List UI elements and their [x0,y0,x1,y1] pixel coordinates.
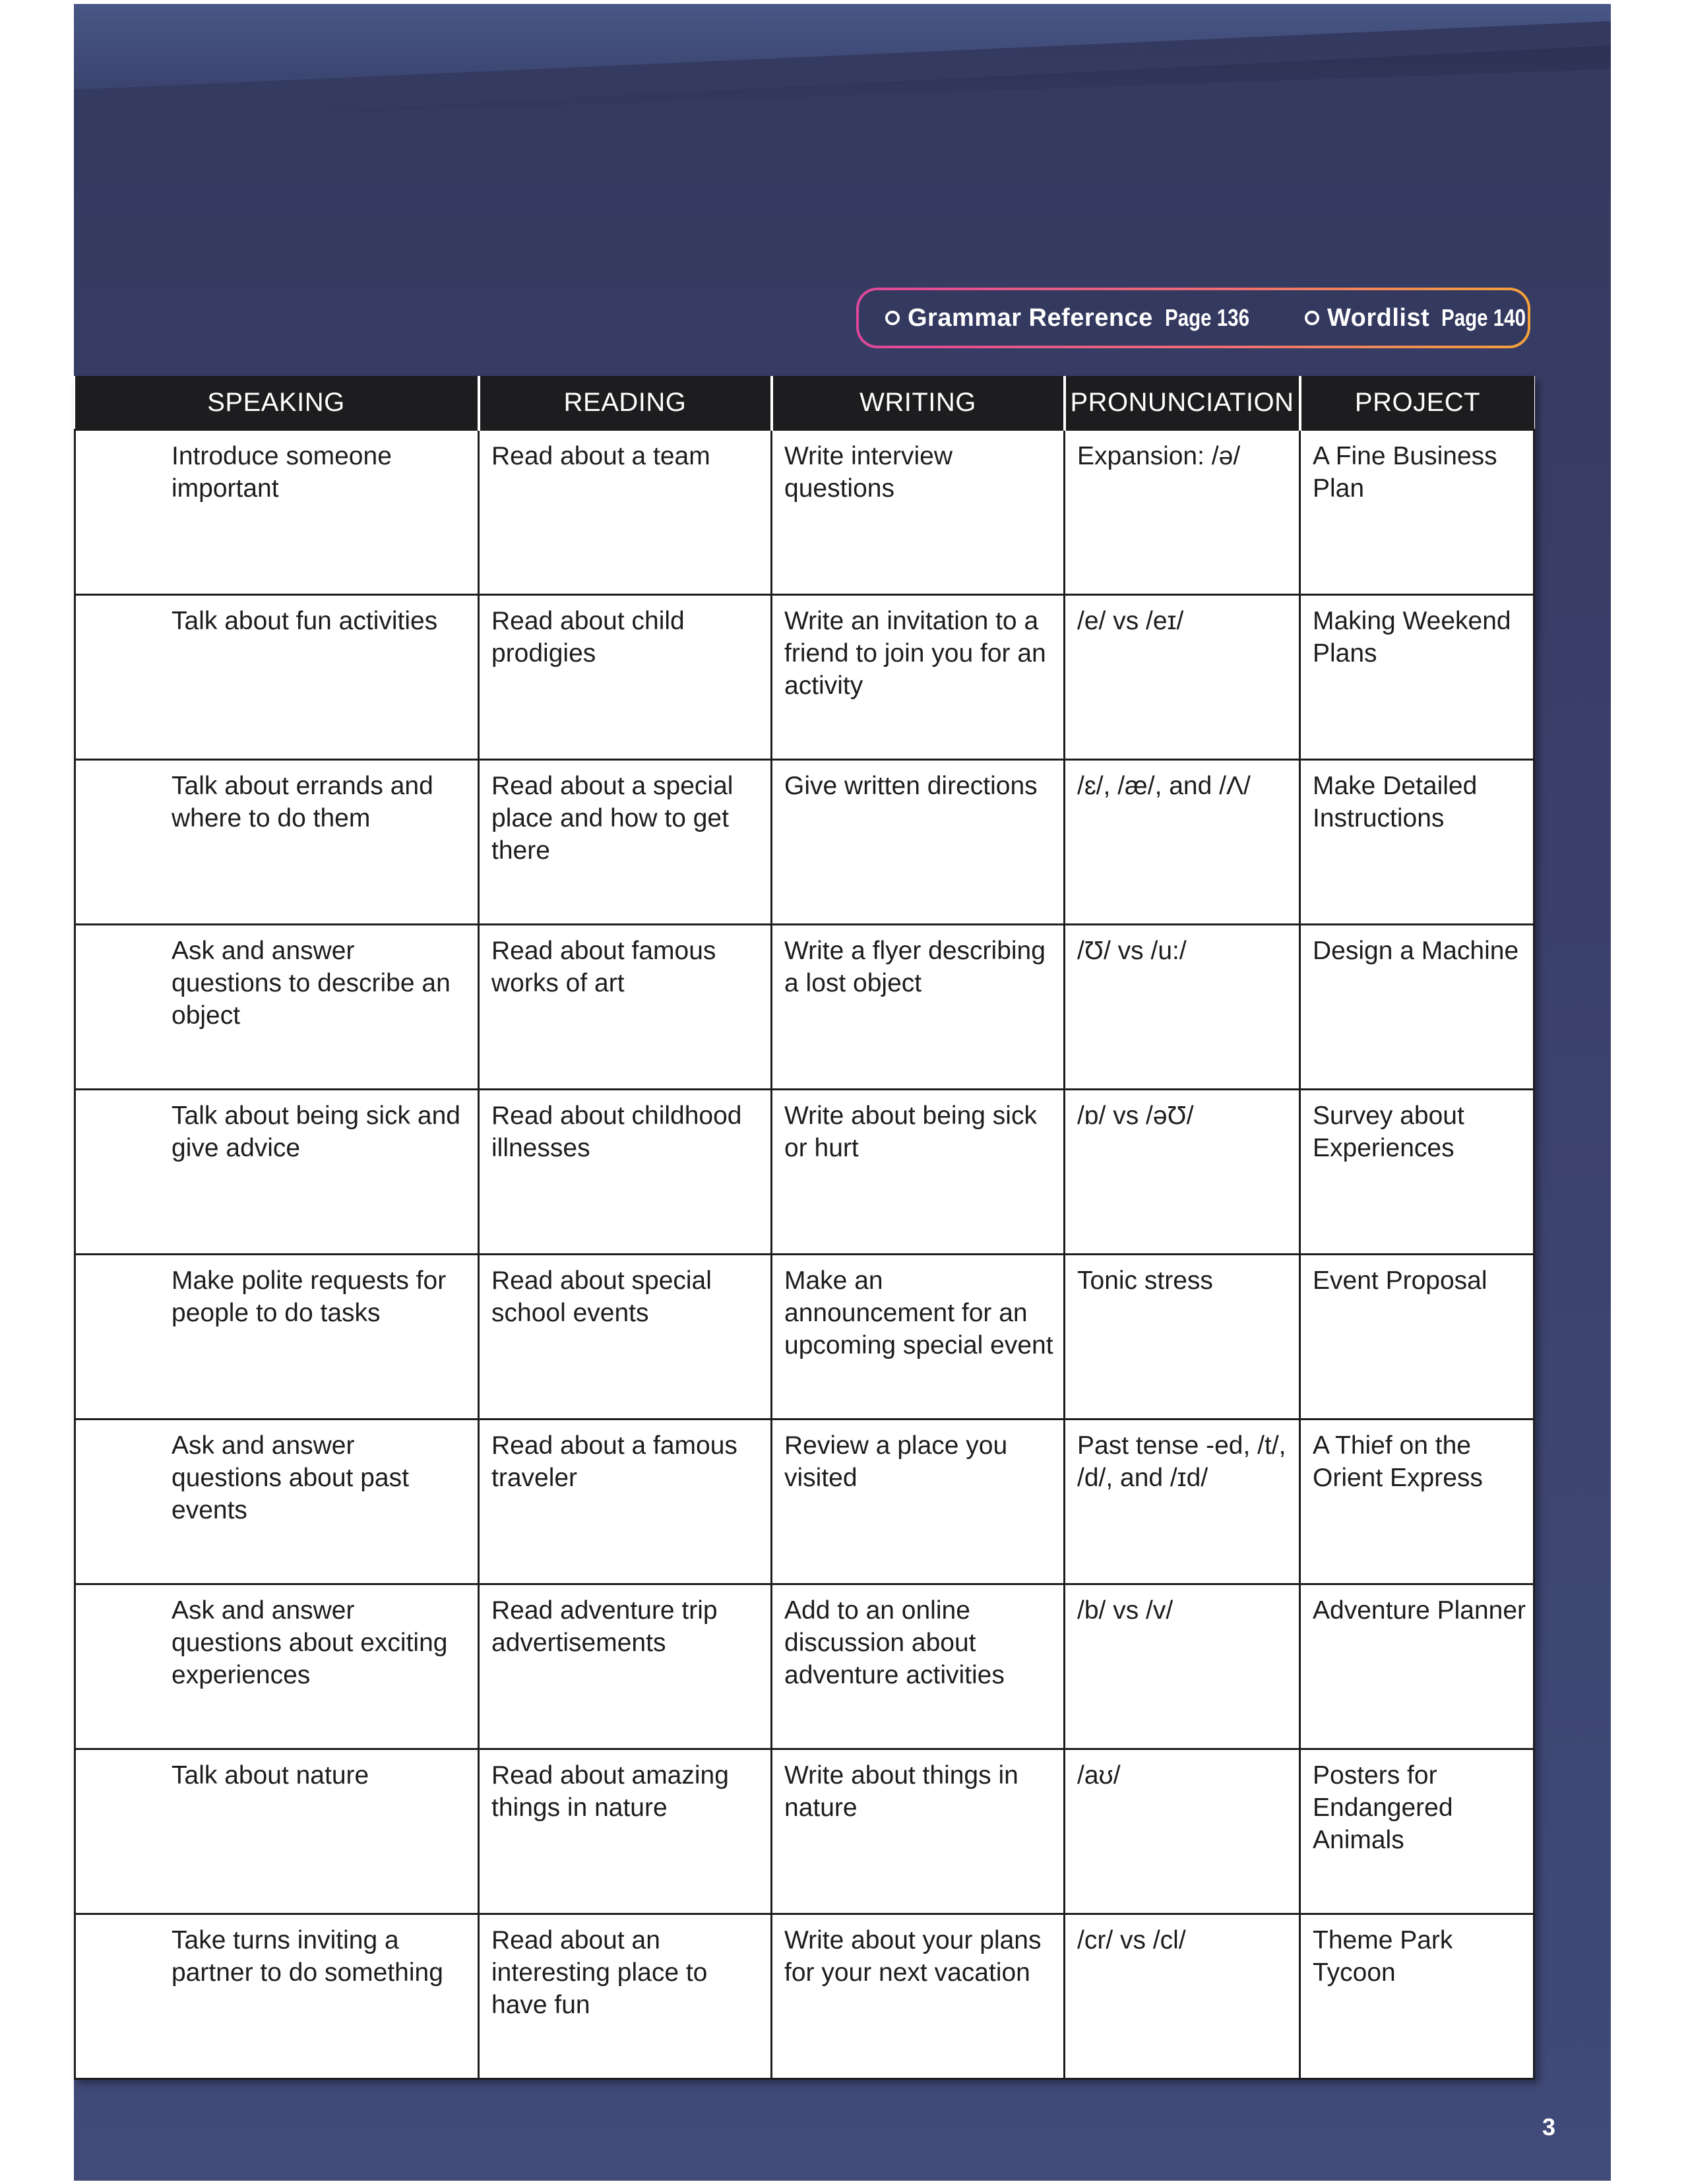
writing-cell: Write a flyer describing a lost object [772,925,1065,1090]
speaking-cell: Ask and answer questions about exciting experiences [75,1584,479,1749]
wordlist-link[interactable] [1305,304,1544,332]
table-row [75,760,1534,925]
pronunciation-cell: Expansion: /ə/ [1065,430,1300,595]
writing-cell: Give written directions [772,760,1065,925]
writing-cell: Make an announcement for an upcoming special event [772,1255,1065,1420]
pronunciation-cell: /Ʊ/ vs /u:/ [1065,925,1300,1090]
table-row [75,1749,1534,1914]
speaking-cell: Take turns inviting a partner to do something [75,1914,479,2079]
table-row [75,1584,1534,1749]
project-cell: Adventure Planner [1300,1584,1534,1749]
pronunciation-cell: /b/ vs /v/ [1065,1584,1300,1749]
table-row [75,1420,1534,1584]
writing-cell: Write about your plans for your next vacation [772,1914,1065,2079]
pronunciation-cell: /ɛ/, /æ/, and /Λ/ [1065,760,1300,925]
project-cell: Survey about Experiences [1300,1090,1534,1255]
project-cell: A Fine Business Plan [1300,430,1534,595]
project-cell: Event Proposal [1300,1255,1534,1420]
reference-page: Page 140 [1441,303,1526,331]
reference-title: Grammar Reference [908,303,1153,332]
grammar-reference-link[interactable] [885,304,1268,332]
writing-cell: Review a place you visited [772,1420,1065,1584]
speaking-cell: Talk about nature [75,1749,479,1914]
reading-cell: Read about special school events [479,1255,772,1420]
reading-cell: Read about an interesting place to have fun [479,1914,772,2079]
project-cell: Theme Park Tycoon [1300,1914,1534,2079]
reading-cell: Read adventure trip advertisements [479,1584,772,1749]
syllabus-table [74,376,1535,2080]
table-row [75,595,1534,760]
reading-cell: Read about childhood illnesses [479,1090,772,1255]
table-row [75,430,1534,595]
project-cell: Posters for Endangered Animals [1300,1749,1534,1914]
reading-cell: Read about a team [479,430,772,595]
reading-cell: Read about amazing things in nature [479,1749,772,1914]
reading-cell: Read about a special place and how to get there [479,760,772,925]
speaking-cell: Ask and answer questions about past events [75,1420,479,1584]
header-project: PROJECT [1300,376,1534,430]
speaking-cell: Talk about fun activities [75,595,479,760]
writing-cell: Write interview questions [772,430,1065,595]
table-header-row [75,376,1534,430]
speaking-cell: Talk about errands and where to do them [75,760,479,925]
header-speaking: SPEAKING [75,376,479,430]
header-writing: WRITING [772,376,1065,430]
project-cell: Making Weekend Plans [1300,595,1534,760]
reading-cell: Read about famous works of art [479,925,772,1090]
writing-cell: Add to an online discussion about adventure activities [772,1584,1065,1749]
table-row [75,925,1534,1090]
table-row [75,1255,1534,1420]
pronunciation-cell: /cr/ vs /cl/ [1065,1914,1300,2079]
writing-cell: Write an invitation to a friend to join you for an activity [772,595,1065,760]
writing-cell: Write about being sick or hurt [772,1090,1065,1255]
writing-cell: Write about things in nature [772,1749,1065,1914]
pronunciation-cell: Tonic stress [1065,1255,1300,1420]
pronunciation-cell: /e/ vs /eɪ/ [1065,595,1300,760]
reading-cell: Read about a famous traveler [479,1420,772,1584]
pronunciation-cell: /ɒ/ vs /əƱ/ [1065,1090,1300,1255]
project-cell: Design a Machine [1300,925,1534,1090]
bullet-icon [1305,311,1319,325]
reference-title: Wordlist [1327,303,1430,332]
header-reading: READING [479,376,772,430]
pronunciation-cell: /aʊ/ [1065,1749,1300,1914]
table-row [75,1090,1534,1255]
reference-bar [856,288,1530,348]
speaking-cell: Talk about being sick and give advice [75,1090,479,1255]
header-pronunciation: PRONUNCIATION [1065,376,1300,430]
bullet-icon [885,311,900,325]
page-number: 3 [1542,2113,1556,2140]
pronunciation-cell: Past tense -ed, /t/, /d/, and /ɪd/ [1065,1420,1300,1584]
reference-page: Page 136 [1164,303,1249,331]
speaking-cell: Make polite requests for people to do tasks [75,1255,479,1420]
speaking-cell: Ask and answer questions to describe an object [75,925,479,1090]
project-cell: Make Detailed Instructions [1300,760,1534,925]
project-cell: A Thief on the Orient Express [1300,1420,1534,1584]
reading-cell: Read about child prodigies [479,595,772,760]
table-row [75,1914,1534,2079]
speaking-cell: Introduce someone important [75,430,479,595]
